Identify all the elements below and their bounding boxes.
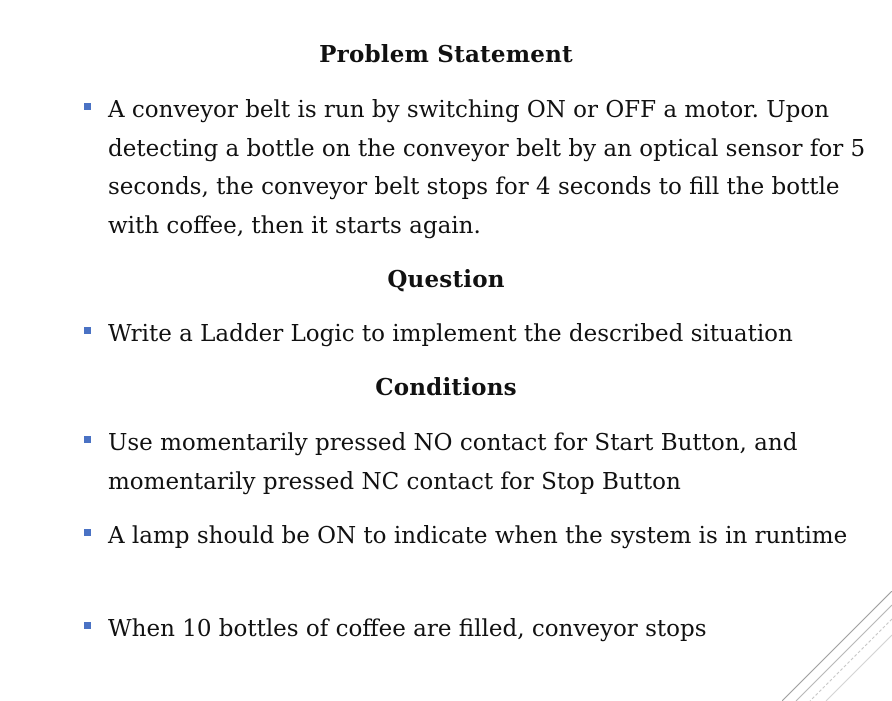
square-bullet-icon (84, 436, 91, 443)
square-bullet-icon (84, 327, 91, 334)
bullet-condition-bottle-count: When 10 bottles of coffee are filled, conveyor stops (108, 616, 707, 642)
square-bullet-icon (84, 622, 91, 629)
corner-decoration-lines (782, 591, 892, 701)
heading-question: Question (387, 266, 505, 293)
heading-conditions: Conditions (375, 374, 517, 401)
bullet-problem-description: A conveyor belt is run by switching ON or OFF a motor. Upon detecting a bottle on the conveyor belt by an optical sensor for 5 seconds, the conveyor belt stops for 4 seconds to fill the bottle with coffee, then it starts again. (108, 97, 866, 239)
bullet-condition-lamp: A lamp should be ON to indicate when the system is in runtime (108, 523, 848, 549)
bullet-question: Write a Ladder Logic to implement the described situation (108, 321, 793, 347)
bullet-condition-start-stop: Use momentarily pressed NO contact for Start Button, and momentarily pressed NC contact for Stop Button (108, 430, 798, 495)
square-bullet-icon (84, 103, 91, 110)
square-bullet-icon (84, 529, 91, 536)
heading-problem-statement: Problem Statement (319, 41, 573, 68)
